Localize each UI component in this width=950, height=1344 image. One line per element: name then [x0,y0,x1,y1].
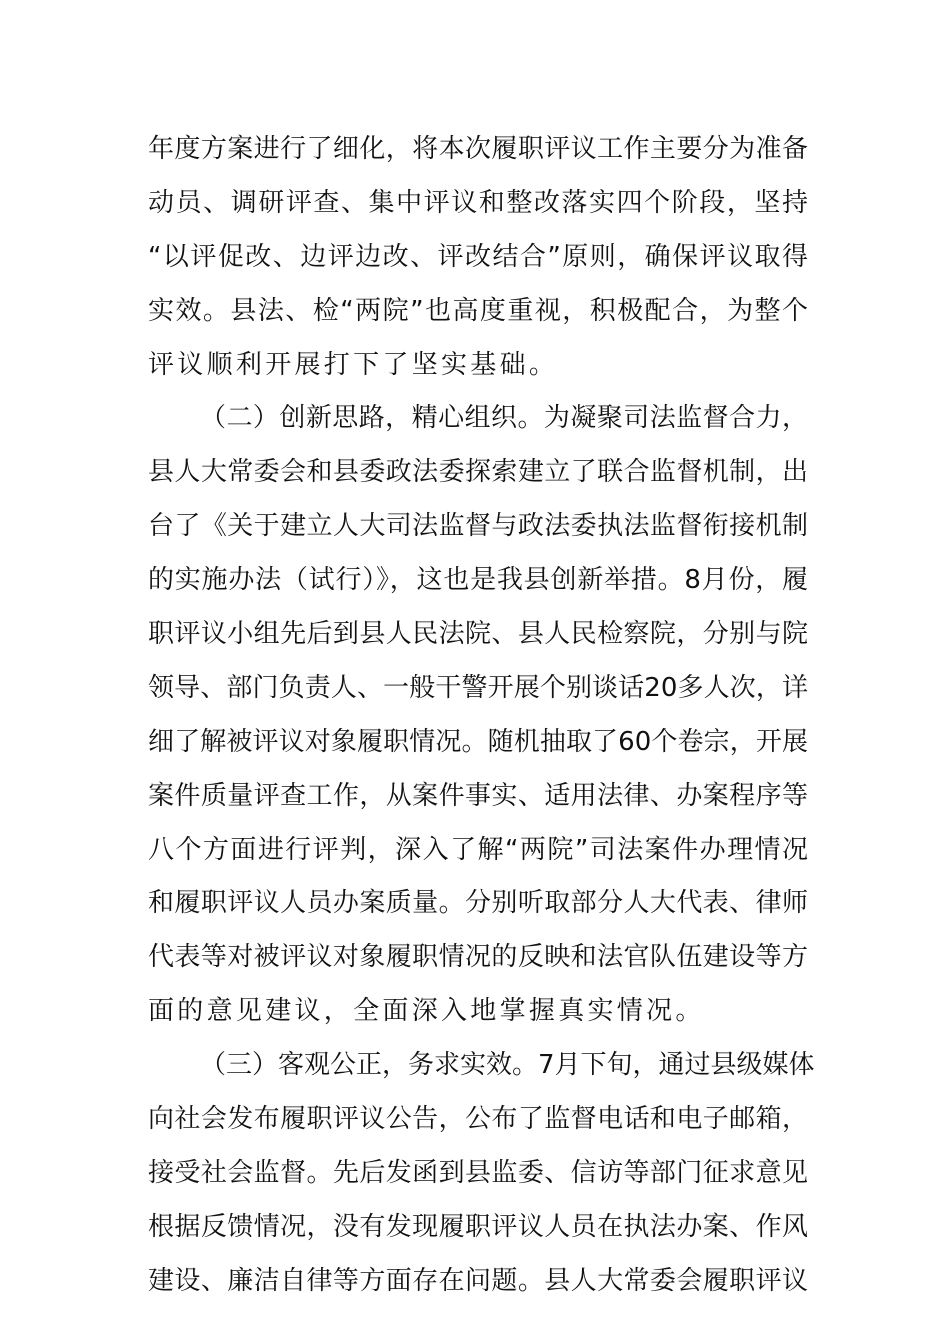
text-line: 职评议小组先后到县人民法院、县人民检察院，分别与院 [148,619,808,650]
document-body [148,123,815,1309]
text-line: 实效。县法、检“两院”也高度重视，积极配合，为整个 [148,295,808,326]
text-line: 县人大常委会和县委政法委探索建立了联合监督机制，出 [148,457,808,488]
text-line: 动员、调研评查、集中评议和整改落实四个阶段，坚持 [148,187,808,218]
text-line: 领导、部门负责人、一般干警开展个别谈话20多人次，详 [148,672,808,703]
text-line: 评议顺利开展打下了坚实基础。 [148,349,559,380]
text-line: 案件质量评查工作，从案件事实、适用法律、办案程序等 [148,780,808,811]
text-line: “以评促改、边评边改、评改结合”原则，确保评议取得 [148,241,808,272]
text-line: 的实施办法（试行）》，这也是我县创新举措。8月份，履 [148,565,808,596]
text-line: 向社会发布履职评议公告，公布了监督电话和电子邮箱， [148,1104,808,1135]
text-line: 八个方面进行评判，深入了解“两院”司法案件办理情况 [148,834,808,865]
text-line: 根据反馈情况，没有发现履职评议人员在执法办案、作风 [148,1211,808,1242]
text-line: 年度方案进行了细化，将本次履职评议工作主要分为准备 [148,134,808,164]
text-line: 台了《关于建立人大司法监督与政法委执法监督衔接机制 [148,511,808,542]
section-heading-line: （二）创新思路，精心组织。为凝聚司法监督合力， [200,403,808,434]
text-line: 接受社会监督。先后发函到县监委、信访等部门征求意见 [148,1157,808,1188]
text-line: 和履职评议人员办案质量。分别听取部分人大代表、律师 [148,888,808,919]
text-line: 面的意见建议，全面深入地掌握真实情况。 [148,996,705,1027]
section-heading-line: （三）客观公正，务求实效。7月下旬，通过县级媒体 [200,1050,815,1081]
text-line: 代表等对被评议对象履职情况的反映和法官队伍建设等方 [148,942,808,973]
text-line: 建设、廉洁自律等方面存在问题。县人大常委会履职评议 [148,1265,808,1296]
text-line: 细了解被评议对象履职情况。随机抽取了60个卷宗，开展 [148,726,808,757]
